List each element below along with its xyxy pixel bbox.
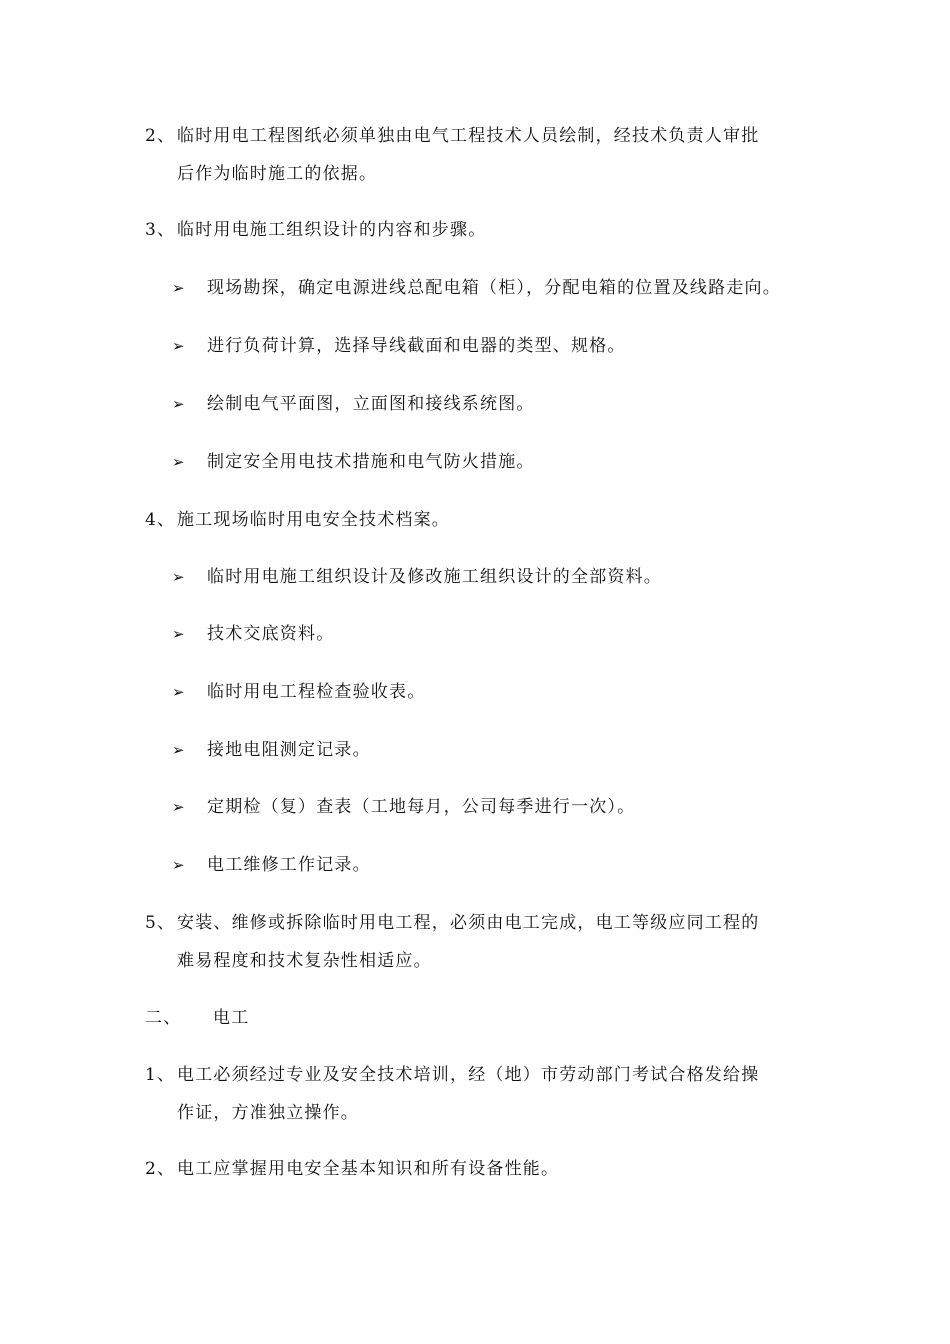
section-item-1-line-2: 作证，方准独立操作。 (177, 1103, 359, 1123)
arrow-bullet-icon: ➢ (172, 798, 185, 816)
arrow-bullet-icon: ➢ (172, 337, 185, 355)
item-2-line-1 (145, 124, 759, 148)
item-number: 2、 (145, 1159, 176, 1179)
item-text: 临时用电工程图纸必须单独由电气工程技术人员绘制，经技术负责人审批 (177, 126, 760, 146)
arrow-bullet-icon: ➢ (172, 741, 185, 759)
item-3-bullet-3: 绘制电气平面图，立面图和接线系统图。 (207, 394, 535, 414)
arrow-bullet-icon: ➢ (172, 625, 185, 643)
item-2-line-2: 后作为临时施工的依据。 (177, 164, 378, 184)
item-number: 4、 (145, 510, 176, 530)
item-number: 5、 (145, 913, 176, 933)
item-number: 3、 (145, 220, 176, 240)
item-3-bullet-2: 进行负荷计算，选择导线截面和电器的类型、规格。 (207, 336, 626, 356)
item-text: 安装、维修或拆除临时用电工程，必须由电工完成，电工等级应同工程的 (177, 913, 760, 933)
item-5-line-1 (145, 911, 759, 935)
section-item-2-line-1 (145, 1157, 559, 1181)
item-4-bullet-6: 电工维修工作记录。 (207, 855, 371, 875)
arrow-bullet-icon: ➢ (172, 453, 185, 471)
item-4-bullet-1: 临时用电施工组织设计及修改施工组织设计的全部资料。 (207, 567, 662, 587)
item-text: 临时用电施工组织设计的内容和步骤。 (177, 220, 487, 240)
item-number: 2、 (145, 126, 176, 146)
arrow-bullet-icon: ➢ (172, 279, 185, 297)
item-text: 施工现场临时用电安全技术档案。 (177, 510, 450, 530)
item-3-bullet-1: 现场勘探，确定电源进线总配电箱（柜），分配电箱的位置及线路走向。 (207, 278, 781, 298)
item-text: 电工必须经过专业及安全技术培训，经（地）市劳动部门考试合格发给操 (177, 1065, 760, 1085)
section-item-1-line-1 (145, 1063, 759, 1087)
item-4-bullet-5: 定期检（复）查表（工地每月，公司每季进行一次）。 (207, 797, 636, 817)
item-4-line-1 (145, 508, 450, 532)
section-number: 二、 (145, 1008, 182, 1028)
item-number: 1、 (145, 1065, 176, 1085)
arrow-bullet-icon: ➢ (172, 856, 185, 874)
arrow-bullet-icon: ➢ (172, 683, 185, 701)
item-3-line-1 (145, 218, 486, 242)
item-5-line-2: 难易程度和技术复杂性相适应。 (177, 951, 432, 971)
arrow-bullet-icon: ➢ (172, 568, 185, 586)
item-4-bullet-4: 接地电阻测定记录。 (207, 740, 371, 760)
item-3-bullet-4: 制定安全用电技术措施和电气防火措施。 (207, 452, 535, 472)
section-heading (145, 1006, 249, 1030)
item-4-bullet-2: 技术交底资料。 (207, 624, 335, 644)
section-title: 电工 (213, 1008, 250, 1028)
item-text: 电工应掌握用电安全基本知识和所有设备性能。 (177, 1159, 560, 1179)
arrow-bullet-icon: ➢ (172, 395, 185, 413)
item-4-bullet-3: 临时用电工程检查验收表。 (207, 682, 426, 702)
